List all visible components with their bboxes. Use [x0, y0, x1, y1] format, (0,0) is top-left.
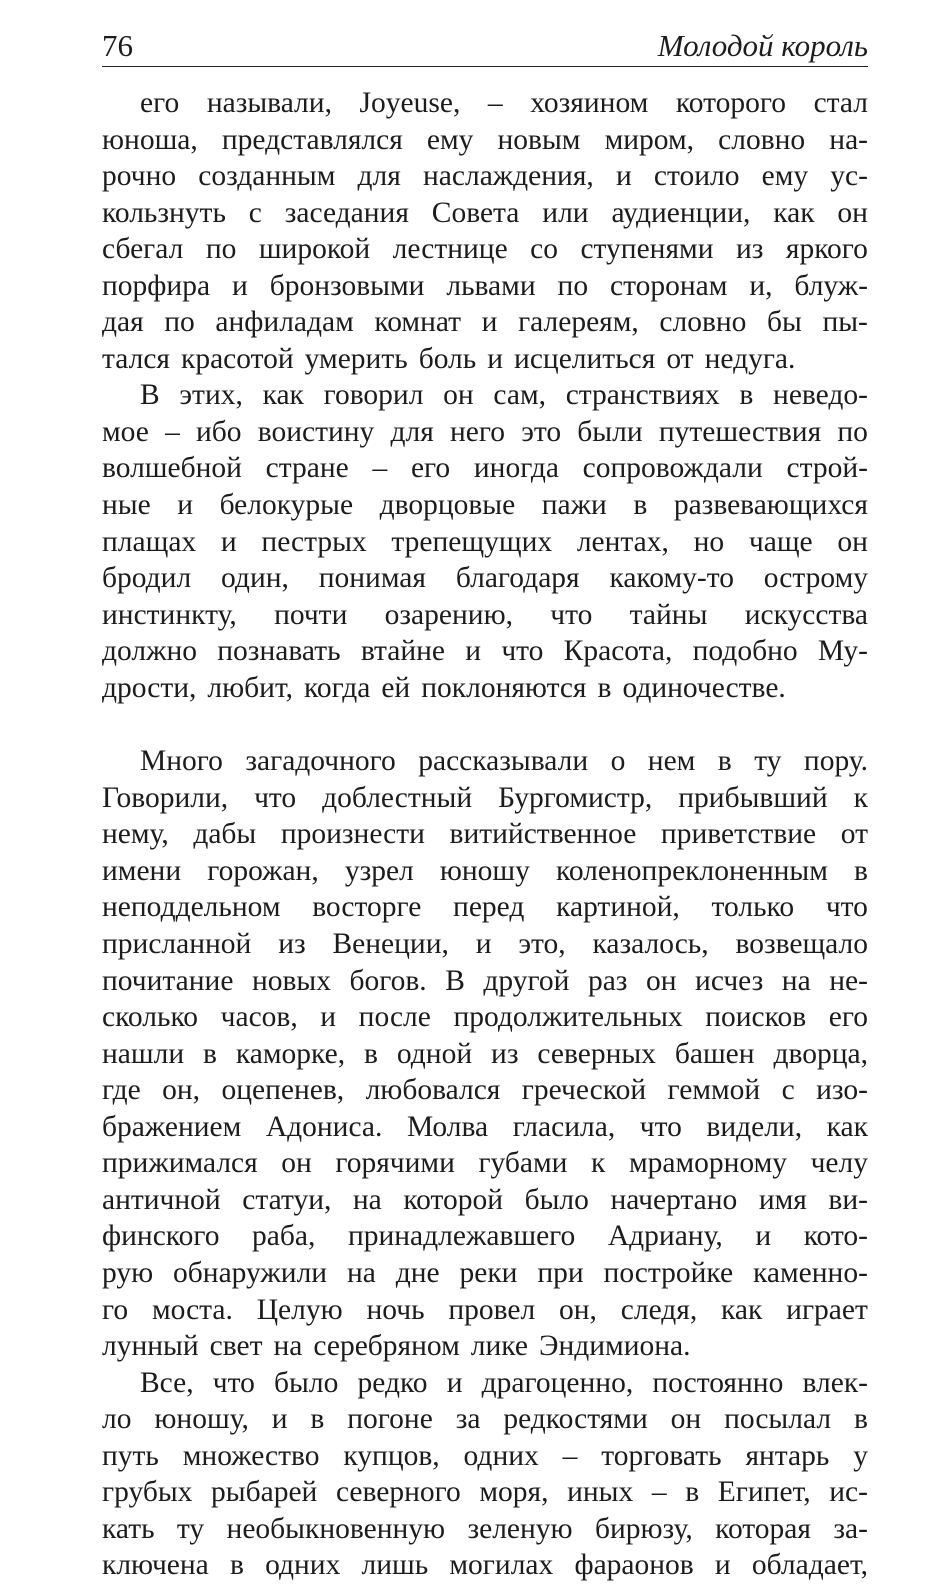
text-line: Говорили, что доблестный Бургомистр, прибывший к	[102, 781, 868, 814]
text-line: прижимался он горячими губами к мраморному челу	[102, 1147, 868, 1180]
text-line: бражением Адониса. Молва гласила, что видели, как	[102, 1110, 868, 1143]
running-title: Молодой король	[657, 28, 868, 63]
text-line: В этих, как говорил он сам, странствиях в неведо-	[140, 379, 868, 412]
text-line: дая по анфиладам комнат и галереям, словно бы пы-	[102, 306, 868, 339]
book-page	[102, 28, 868, 1584]
text-line: рую обнаружили на дне реки при постройке каменно-	[102, 1256, 868, 1289]
text-line: путь множество купцов, одних – торговать янтарь у	[102, 1439, 868, 1472]
paragraph	[102, 85, 868, 377]
paragraph	[102, 1365, 868, 1584]
paragraph	[102, 377, 868, 706]
text-line: финского раба, принадлежавшего Адриану, и кото-	[102, 1220, 868, 1253]
text-line: рочно созданным для наслаждения, и стоило ему ус-	[102, 160, 868, 193]
text-line: сколько часов, и после продолжительных поисков его	[102, 1001, 868, 1034]
text-line: тался красотой умерить боль и исцелиться от недуга.	[102, 342, 796, 375]
text-line: нашли в каморке, в одной из северных башен дворца,	[102, 1037, 868, 1070]
text-line: где он, оцепенев, любовался греческой геммой с изо-	[102, 1074, 868, 1107]
running-header	[102, 28, 868, 67]
text-line: кользнуть с заседания Совета или аудиенции, как он	[102, 196, 868, 229]
text-line: порфира и бронзовыми львами по сторонам и, блуж-	[102, 269, 868, 302]
paragraph	[102, 743, 868, 1364]
page-number: 76	[102, 28, 133, 63]
text-line: сбегал по широкой лестнице со ступенями из яркого	[102, 233, 868, 266]
text-line: Все, что было редко и драгоценно, постоянно влек-	[140, 1366, 868, 1399]
text-line: кать ту необыкновенную зеленую бирюзу, которая за-	[102, 1512, 868, 1545]
text-line: неподдельном восторге перед картиной, только что	[102, 891, 868, 924]
text-line: Много загадочного рассказывали о нем в ту пору.	[140, 745, 868, 778]
text-line: юноша, представлялся ему новым миром, словно на-	[102, 123, 868, 156]
text-line: дрости, любит, когда ей поклоняются в одиночестве.	[102, 671, 786, 704]
text-line: лунный свет на серебряном лике Эндимиона.	[102, 1330, 691, 1363]
text-line: го моста. Целую ночь провел он, следя, как играет	[102, 1293, 868, 1326]
text-line: ные и белокурые дворцовые пажи в развевающихся	[102, 489, 868, 522]
text-line: плащах и пестрых трепещущих лентах, но чаще он	[102, 525, 868, 558]
text-line: ло юношу, и в погоне за редкостями он посылал в	[102, 1403, 868, 1436]
text-line: инстинкту, почти озарению, что тайны искусства	[102, 598, 868, 631]
text-line: его называли, Joyeuse, – хозяином которого стал	[140, 87, 868, 119]
text-line: ключена в одних лишь могилах фараонов и обладает,	[102, 1549, 868, 1582]
text-line: мое – ибо воистину для него это были путешествия по	[102, 415, 868, 448]
text-line: должно познавать втайне и что Красота, подобно Му-	[102, 635, 868, 668]
text-line: почитание новых богов. В другой раз он исчез на не-	[102, 964, 868, 997]
text-line: античной статуи, на которой было начертано имя ви-	[102, 1183, 868, 1216]
text-line: имени горожан, узрел юношу коленопреклоненным в	[102, 854, 868, 887]
body-text	[102, 85, 868, 1584]
text-line: волшебной стране – его иногда сопровождали строй-	[102, 452, 868, 485]
text-line: бродил один, понимая благодаря какому-то острому	[102, 562, 868, 595]
text-line: присланной из Венеции, и это, казалось, возвещало	[102, 928, 868, 961]
text-line: грубых рыбарей северного моря, иных – в Египет, ис-	[102, 1476, 868, 1509]
section-break	[102, 706, 868, 743]
text-line: нему, дабы произнести витийственное приветствие от	[102, 818, 868, 851]
